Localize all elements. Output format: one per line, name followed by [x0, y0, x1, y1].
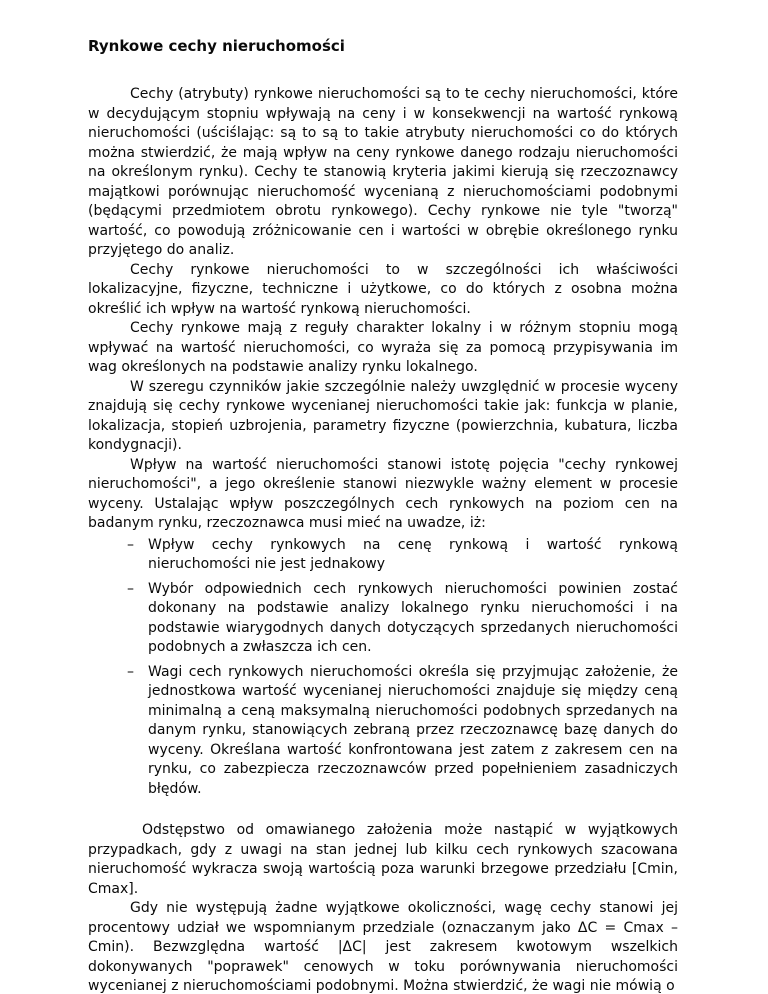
paragraph-feature-properties: Cechy rynkowe nieruchomości to w szczególności ich właściwości lokalizacyjne, fizyczne, techniczne i użytkowe, co do których z osobna można określić ich wpływ na wartość rynkową nieruchomości. — [88, 261, 678, 317]
bullet-dash: – — [127, 663, 134, 680]
list-item — [88, 663, 678, 800]
list-item — [88, 580, 678, 658]
paragraph-value-influence-intro: Wpływ na wartość nieruchomości stanowi istotę pojęcia "cechy rynkowej nieruchomości", a jego określenie stanowi niezwykle ważny element w procesie wyceny. Ustalając wpływ poszczególnych cech rynkowych na poziom cen na badanym rynku, rzeczoznawca musi mieć na uwadze, iż: — [88, 456, 678, 531]
paragraph-weight-definition: Gdy nie występują żadne wyjątkowe okoliczności, wagę cechy stanowi jej procentowy udział we wspomnianym przedziale (oznaczanym jako ΔC = Cmax – Cmin). Bezwzględna wartość |ΔC| jest zakresem kwotowym wszelkich dokonywanych "poprawek" cenowych w toku porównywania nieruchomości wycenianej z nieruchomościami podobnymi. Można stwierdzić, że wagi nie mówią o — [88, 900, 678, 994]
list-item-text: Wybór odpowiednich cech rynkowych nieruchomości powinien zostać dokonany na podstawie analizy lokalnego rynku nieruchomości i na podstawie wiarygodnych danych dotyczących sprzedanych nieruchomości podobnych a zwłaszcza ich cen. — [148, 580, 678, 655]
paragraph-exception-case: Odstępstwo od omawianego założenia może nastąpić w wyjątkowych przypadkach, gdy z uwagi na stan jednej lub kilku cech rynkowych szacowana nieruchomość wykracza swoją wartością poza warunki brzegowe przedziału [Cmin, Cmax]. — [88, 822, 678, 897]
bullet-dash: – — [127, 580, 134, 597]
paragraph-local-character: Cechy rynkowe mają z reguły charakter lokalny i w różnym stopniu mogą wpływać na wartość nieruchomości, co wyraża się za pomocą przypisywania im wag określonych na podstawie analizy rynku lokalnego. — [88, 320, 678, 375]
document-title: Rynkowe cechy nieruchomości — [88, 37, 345, 55]
list-item — [88, 536, 678, 575]
list-item-text: Wagi cech rynkowych nieruchomości określa się przyjmując założenie, że jednostkowa wartość wycenianej nieruchomości znajduje się między ceną minimalną a ceną maksymalną nieruchomości podobnych sprzedanych na danym rynku, stanowiących zebraną przez rzeczoznawcę bazę danych do wyceny. Określana wartość konfrontowana jest zatem z zakresem cen na rynku, co zabezpiecza rzeczoznawców przed popełnieniem zasadniczych błędów. — [148, 663, 678, 797]
list-item-text: Wpływ cechy rynkowych na cenę rynkową i wartość rynkową nieruchomości nie jest jednakowy — [148, 536, 678, 572]
bullet-list — [88, 536, 678, 800]
paragraph-valuation-factors: W szeregu czynników jakie szczególnie należy uwzględnić w procesie wyceny znajdują się cechy rynkowe wycenianej nieruchomości takie jak: funkcja w planie, lokalizacja, stopień uzbrojenia, parametry fizyczne (powierzchnia, kubatura, liczba kondygnacji). — [88, 378, 678, 453]
bullet-dash: – — [127, 536, 134, 553]
paragraph-market-features-definition: Cechy (atrybuty) rynkowe nieruchomości są to te cechy nieruchomości, które w decydującym stopniu wpływają na ceny i w konsekwencji na wartość rynkową nieruchomości (uściślając: są to są to takie atrybuty nieruchomości co do których można stwierdzić, że mają wpływ na ceny rynkowe danego rodzaju nieruchomości na określonym rynku). Cechy te stanowią kryteria jakimi kierują się rzeczoznawcy majątkowi porównując nieruchomość wycenianą z nieruchomościami podobnymi (będącymi przedmiotem obrotu rynkowego). Cechy rynkowe nie tyle "tworzą" wartość, co powodują zróżnicowanie cen i wartości w obrębie określonego rynku przyjętego do analiz. — [88, 86, 678, 258]
